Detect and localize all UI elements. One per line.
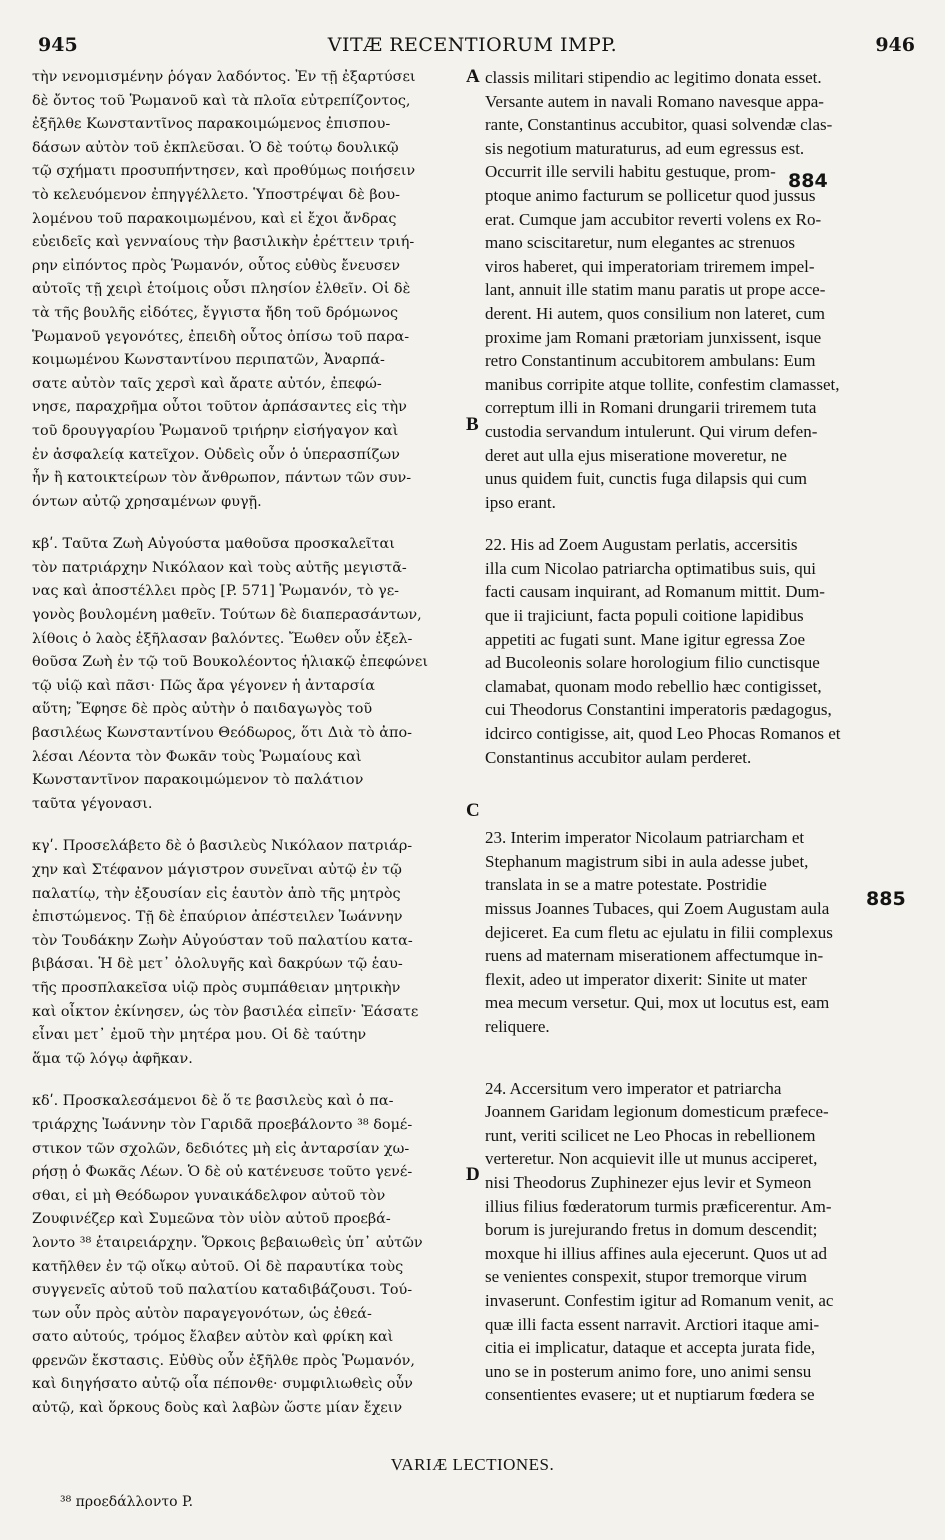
latin-text-line — [485, 1039, 910, 1058]
latin-text-line: mea mecum versetur. Qui, mox ut locutus est, eam — [485, 993, 830, 1013]
folio-number-884: 884 — [788, 170, 828, 192]
greek-text-line: τριάρχης Ἰωάννην τὸν Γαριδᾶ προεβάλοντο ³⁸ δομέ- — [32, 1116, 413, 1133]
latin-text-line: mano sciscitaretur, num elegantes ac strenuos — [485, 233, 795, 253]
greek-text-line: ἦν ἢ κατοικτείρων τὸν ἄνθρωπον, πάντων τῶν συν- — [32, 470, 412, 487]
greek-text-line: αὕτη; Ἔφησε δὲ πρὸς αὐτὴν ὁ παιδαγωγὸς τοῦ — [32, 701, 373, 718]
greek-text-line: καὶ διηγήσατο αὐτῷ οἷα πέπονθε· συμφιλιωθεὶς οὖν — [32, 1376, 413, 1393]
latin-text-line: 22. His ad Zoem Augustam perlatis, accersitis — [485, 535, 798, 555]
latin-text-line: custodia servandum intulerunt. Qui virum defen- — [485, 421, 818, 441]
latin-text-line: uno se in posterum animo fore, uno animi sensu — [485, 1361, 812, 1381]
greek-text-line: αὐτοῖς τῇ χειρὶ ἑτοίμοις οὖσι πλησίον ἐλθεῖν. Οἱ δὲ — [32, 281, 411, 298]
greek-text-line: λίθοις ὁ λαὸς ἐξῆλασαν βαλόντες. Ἔωθεν οὖν ἐξελ- — [32, 630, 413, 647]
latin-text-line: deret aut ulla ejus miseratione moveretur, ne — [485, 445, 787, 465]
latin-text-line: derent. Hi autem, quos consilium non lateret, cum — [485, 303, 825, 323]
latin-text-line: Occurrit ille servili habitu gestuque, prom- — [485, 162, 776, 182]
greek-text-line: τῆς προσπλακεῖσα υἱῷ πρὸς συμπάθειαν μητρικὴν — [32, 979, 401, 996]
greek-text-line: κβʹ. Ταῦτα Ζωὴ Αὐγούστα μαθοῦσα προσκαλεῖται — [32, 536, 395, 553]
greek-text-line: σθαι, εἰ μὴ Θεόδωρον γυναικάδελφον αὐτοῦ τὸν — [32, 1187, 386, 1204]
latin-text-line: illius filius fœderatorum turmis præficerentur. Am- — [485, 1196, 832, 1216]
latin-text-line: Constantinus accubitor aulam perderet. — [485, 747, 752, 767]
greek-text-line: θοῦσα Ζωὴ ἐν τῷ τοῦ Βουκολέοντος ἡλιακῷ ἐπεφώνει — [32, 654, 428, 671]
greek-text-line: ρην εἰπόντος πρὸς Ῥωμανόν, οὗτος εὐθὺς ἔνευσεν — [32, 257, 400, 274]
latin-text-line: runt, veriti scilicet ne Leo Phocas in rebellionem — [485, 1125, 816, 1145]
greek-text-line: παλατίῳ, τὴν ἐξουσίαν εἰς ἑαυτὸν ἀπὸ τῆς μητρὸς — [32, 885, 401, 902]
latin-text-line: erat. Cumque jam accubitor reverti volens ex Ro- — [485, 209, 822, 229]
greek-text-line: συγγενεῖς αὐτοῦ τοῦ παλατίου καταδιβάζουσι. Τού- — [32, 1282, 413, 1299]
latin-text-line — [485, 788, 910, 807]
greek-text-line: όντων αὐτῷ χρησαμένων φυγῇ. — [32, 493, 262, 510]
latin-text-line: translata in se a matre potestate. Postridie — [485, 875, 767, 895]
greek-text-line: βασιλέως Κωνσταντίνου Θεόδωρος, ὅτι Διὰ τὸ ἀπο- — [32, 725, 412, 742]
latin-text-column — [485, 66, 910, 1407]
greek-text-line: κατῆλθεν ἐν τῷ οἴκῳ αὐτοῦ. Οἱ δὲ παραυτίκα τοὺς — [32, 1258, 404, 1275]
latin-text-line: proxime jam Romani prætoriam junxissent, isque — [485, 327, 822, 347]
greek-text-line: τὴν νενομισμένην ῥόγαν λαδόντος. Ἐν τῇ ἐξαρτύσει — [32, 69, 416, 85]
latin-text-line: clamabat, quonam modo rebellio hæc contigisset, — [485, 676, 822, 696]
greek-text-line: ἐξῆλθε Κωνσταντῖνος παρακοιμώμενος ἐπισπου- — [32, 116, 391, 133]
latin-text-line: se venientes conspexit, stupor tremorque virum — [485, 1267, 807, 1287]
greek-text-line: νησε, παραχρῆμα οὗτοι τοῦτον ἁρπάσαντες εἰς τὴν — [32, 399, 407, 416]
latin-text-line: Joannem Garidam legionum domesticum præfece- — [485, 1102, 829, 1122]
latin-text-line: flexit, adeo ut imperator dixerit: Sinite ut mater — [485, 969, 807, 989]
latin-text-line: reliquere. — [485, 1016, 550, 1036]
greek-text-line: λέσαι Λέοντα τὸν Φωκᾶν τοὺς Ῥωμαίους καὶ — [32, 748, 362, 765]
greek-text-line: τῷ σχήματι προσυπήντησεν, καὶ προθύμως ποιήσειν — [32, 163, 416, 180]
latin-text-line: illa cum Nicolao patriarcha optimatibus suis, qui — [485, 558, 816, 578]
latin-text-line: quæ illi facta essent narravit. Arctiori itaque ami- — [485, 1314, 820, 1334]
footnote: ³⁸ προεδάλλοντο P. — [60, 1494, 194, 1510]
latin-text-line — [485, 807, 910, 826]
latin-text-line: appetiti ac fugati sunt. Mane igitur egressa Zoe — [485, 629, 806, 649]
latin-text-line: ptoque animo facturum se pollicetur quod jussus — [485, 185, 816, 205]
greek-text-line: Κωνσταντῖνον παρακοιμώμενον τὸ παλάτιον — [32, 772, 364, 789]
greek-text-line: τῷ υἱῷ καὶ πᾶσι· Πῶς ἄρα γέγονεν ἡ ἀνταρσία — [32, 677, 375, 694]
latin-text-line: Versante autem in navali Romano navesque appa- — [485, 91, 824, 111]
greek-text-line: αὐτῷ, καὶ ὅρκους δοὺς καὶ λαβὼν ὥστε μίαν ἔχειν — [32, 1400, 403, 1417]
greek-text-line — [32, 816, 462, 835]
latin-text-line: ipso erant. — [485, 492, 556, 512]
latin-text-line: classis militari stipendio ac legitimo donata esset. — [485, 68, 822, 87]
greek-text-line: τὰ τῆς βουλῆς εἰδότες, ἔγγιστα ἤδη τοῦ δρόμωνος — [32, 304, 399, 321]
latin-text-line: idcirco contigisse, ait, quod Leo Phocas Romanos et — [485, 724, 841, 744]
latin-text-line: Stephanum magistrum sibi in aula adesse jubet, — [485, 851, 809, 871]
greek-text-line: σατε αὐτὸν ταῖς χερσὶ καὶ ἄρατε αὐτόν, ἐπεφώ- — [32, 375, 382, 392]
greek-text-line: στικον τῶν σχολῶν, δεδιότες μὴ εἰς ἀνταρσίαν χω- — [32, 1140, 410, 1157]
latin-text-line: lant, annuit ille statim manu paratis ut prope acce- — [485, 280, 826, 300]
latin-text-line: dejiceret. Ea cum fletu ac ejulatu in filii complexus — [485, 922, 833, 942]
latin-text-line: viros haberet, qui imperatoriam triremem impel- — [485, 256, 815, 276]
page-number-left: 945 — [38, 34, 78, 56]
latin-text-line: facti causam inquirant, ad Romanum mittit. Dum- — [485, 582, 825, 602]
greek-text-line: φρενῶν ἔκστασις. Εὐθὺς οὖν ἐξῆλθε πρὸς Ῥωμανόν, — [32, 1352, 415, 1369]
latin-text-line: invaserunt. Confestim igitur ad Romanum venit, ac — [485, 1290, 834, 1310]
greek-text-line: ἅμα τῷ λόγῳ ἀφῆκαν. — [32, 1050, 193, 1067]
greek-text-line: τὸν πατριάρχην Νικόλαον καὶ τοὺς αὐτῆς μεγιστᾶ- — [32, 559, 407, 576]
greek-text-line — [32, 514, 462, 533]
greek-text-line — [32, 1071, 462, 1090]
latin-text-line: sis negotium maturaturus, ad eum egressus est. — [485, 138, 805, 158]
greek-text-line: λοντο ³⁸ ἑταιρειάρχην. Ὅρκοις βεβαιωθεὶς ὑπ᾽ αὐτῶν — [32, 1234, 423, 1251]
greek-text-line: ρήσῃ ὁ Φωκᾶς Λέων. Ὁ δὲ οὐ κατένευσε τοῦτο γενέ- — [32, 1164, 413, 1181]
margin-marker-c: C — [466, 800, 480, 821]
greek-text-line: εἶναι μετ᾽ ἐμοῦ τὴν μητέρα μου. Οἱ δὲ ταύτην — [32, 1027, 367, 1044]
latin-text-line: citia ei implicatur, dataque et accepta jurata fide, — [485, 1338, 816, 1358]
greek-text-line: σατο αὐτούς, τρόμος ἔλαβεν αὐτὸν καὶ φρίκη καὶ — [32, 1329, 394, 1346]
greek-text-line: δάσων αὐτὸν τοῦ ἐκπλεῦσαι. Ὁ δὲ τούτῳ δουλικῷ — [32, 139, 399, 156]
greek-text-line: λομένου τοῦ παρακοιμωμένου, καὶ εἰ ἔχοι ἄνδρας — [32, 210, 397, 227]
greek-text-line: νας καὶ ἀποστέλλει πρὸς [P. 571] Ῥωμανόν, τὸ γε- — [32, 583, 400, 600]
running-title: VITÆ RECENTIORUM IMPP. — [327, 34, 618, 56]
greek-text-line: ἐπιστώμενος. Τῇ δὲ ἐπαύριον ἀπέστειλεν Ἰωάννην — [32, 909, 403, 926]
margin-marker-b: B — [466, 414, 479, 435]
latin-text-line: consentientes evasere; ut et nuptiarum fœdera se — [485, 1385, 815, 1405]
greek-text-line: χην καὶ Στέφανον μάγιστρον συνεῖναι αὐτῷ ἐν τῷ — [32, 862, 402, 878]
latin-text-line — [485, 1058, 910, 1077]
greek-text-line: ταῦτα γέγονασι. — [32, 795, 153, 812]
latin-text-line: correptum illi in Romani drungarii triremem tuta — [485, 398, 817, 418]
latin-text-line: missus Joannes Tubaces, qui Zoem Augustam aula — [485, 899, 830, 918]
greek-text-line: γονὸς βουλομένη μαθεῖν. Τούτων δὲ διαπερασάντων, — [32, 607, 422, 624]
latin-text-line: manibus corripite atque tollite, confestim clamasset, — [485, 374, 840, 394]
greek-text-line: Ζουφινέζερ καὶ Συμεῶνα τὸν υἱὸν αὐτοῦ προεβά- — [32, 1211, 391, 1228]
latin-text-line: rante, Constantinus accubitor, quasi solvendæ clas- — [485, 115, 833, 135]
greek-text-column — [32, 66, 462, 1421]
greek-text-line: κδʹ. Προσκαλεσάμενοι δὲ ὅ τε βασιλεὺς καὶ ὁ πα- — [32, 1093, 394, 1110]
margin-marker-a: A — [466, 66, 480, 87]
greek-text-line: καὶ οἶκτον ἐκίνησεν, ὡς τὸν βασιλέα εἰπεῖν· Ἐάσατε — [32, 1003, 419, 1020]
greek-text-line: δὲ ὄντος τοῦ Ῥωμανοῦ καὶ τὰ πλοῖα εὐτρεπίζοντος, — [32, 92, 411, 109]
latin-text-line — [485, 769, 910, 788]
latin-text-line: cui Theodorus Constantini imperatoris pædagogus, — [485, 700, 832, 720]
latin-text-line: 23. Interim imperator Nicolaum patriarcham et — [485, 828, 805, 848]
latin-text-line: que ii trajiciunt, facta populi coitione lapidibus — [485, 606, 804, 626]
greek-text-line: κγʹ. Προσελάβετο δὲ ὁ βασιλεὺς Νικόλαον πατριάρ- — [32, 838, 413, 855]
greek-text-line: τοῦ δρουγγαρίου Ῥωμανοῦ τριήρην εἰσήγαγον καὶ — [32, 422, 399, 439]
latin-text-line: retro Constantinum accubitorem ambulans: Eum — [485, 351, 816, 371]
greek-text-line: βιβάσαι. Ἡ δὲ μετ᾽ ὀλολυγῆς καὶ δακρύων τῷ ἑαυ- — [32, 956, 403, 973]
greek-text-line: των οὖν πρὸς αὐτὸν παραγεγονότων, ὡς ἐθεά- — [32, 1305, 372, 1322]
latin-text-line: ruens ad maternam miserationem affectumque in- — [485, 946, 824, 966]
latin-text-line: nisi Theodorus Zuphinezer ejus levir et Symeon — [485, 1172, 812, 1192]
page-number-right: 946 — [875, 34, 915, 56]
folio-number-885: 885 — [866, 888, 906, 910]
latin-text-line: verteretur. Non acquievit ille ut munus acciperet, — [485, 1149, 818, 1169]
greek-text-line: Ῥωμανοῦ γεγονότες, ἐπειδὴ οὗτος ὀπίσω τοῦ παρα- — [32, 328, 410, 345]
latin-text-line: 24. Accersitum vero imperator et patriarcha — [485, 1078, 782, 1098]
latin-text-line — [485, 514, 910, 533]
greek-text-line: ἐν ἀσφαλείᾳ κατεῖχον. Οὐδεὶς οὖν ὁ ὑπερασπίζων — [32, 446, 400, 463]
greek-text-line: κοιμωμένου Κωνσταντίνου περιπατῶν, Ἀναρπά- — [32, 352, 385, 369]
page-header — [0, 34, 945, 64]
latin-text-line: moxque hi illius affines aula ejecerunt. Quos ut ad — [485, 1243, 827, 1263]
latin-text-line: unus quidem fuit, cunctis fuga dilapsis qui cum — [485, 469, 808, 489]
margin-marker-d: D — [466, 1164, 480, 1185]
greek-text-line: εὐειδεῖς καὶ γενναίους τὴν βασιλικὴν ἐρέττειν τριή- — [32, 234, 415, 251]
greek-text-line: τὸ κελευόμενον ἐπηγγέλλετο. Ὑποστρέψαι δὲ βου- — [32, 186, 400, 203]
greek-text-line: τὸν Τουδάκην Ζωὴν Αὐγούσταν τοῦ παλατίου κατα- — [32, 932, 413, 949]
latin-text-line: ad Bucoleonis solare horologium filio cunctisque — [485, 653, 820, 673]
variae-lectiones-heading: VARIÆ LECTIONES. — [390, 1455, 555, 1474]
latin-text-line: borum is jurejurando fretus in domum descendit; — [485, 1220, 818, 1240]
